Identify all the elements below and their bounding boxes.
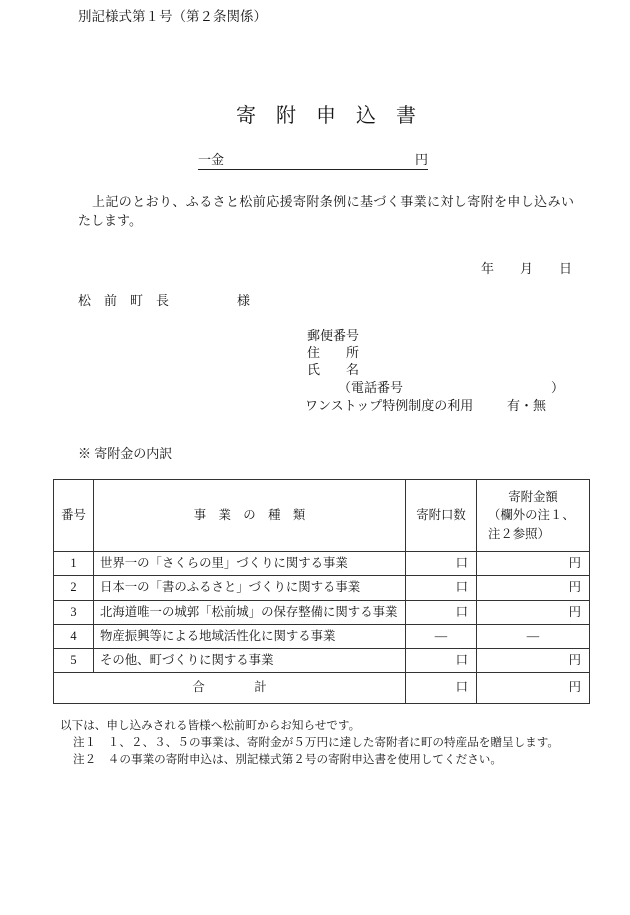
amount-prefix: 一金 [198,152,225,167]
addressee-name: 松 前 町 長 [78,293,170,308]
phone-label: （電話番号 [338,380,404,395]
table-row [54,552,590,576]
note-1: 注１ １、２、３、５の事業は、寄附金が５万円に達した寄附者に町の特産品を贈呈します。 [73,736,560,749]
document-title: 寄 附 申 込 書 [236,105,416,127]
row-amount: — [477,625,590,649]
table-header-row [54,480,590,552]
header-project: 事 業 の 種 類 [94,480,406,552]
row-number: 1 [54,552,94,576]
header-amount-title: 寄附金額 [508,489,558,504]
total-label: 合 計 [54,673,406,704]
row-amount: 円 [477,576,590,601]
row-project: 物産振興等による地域活性化に関する事業 [94,625,406,649]
addressee-honorific: 様 [237,293,251,308]
table-row [54,576,590,601]
header-units: 寄附口数 [406,480,477,552]
row-units: 口 [406,576,477,601]
form-number: 別記様式第１号（第２条関係） [78,9,267,24]
notes-intro: 以下は、申し込みされる皆様へ松前町からお知らせです。 [60,719,361,732]
table-total-row [54,673,590,704]
row-number: 4 [54,625,94,649]
header-amount [477,480,590,552]
note-2: 注２ ４の事業の寄附申込は、別記様式第２号の寄附申込書を使用してください。 [73,753,502,766]
one-stop-label: ワンストップ特例制度の利用 [305,398,474,413]
total-units: 口 [406,673,477,704]
table-row [54,625,590,649]
table-row [54,601,590,625]
date-line: 年 月 日 [480,261,572,276]
row-units: 口 [406,552,477,576]
row-number: 5 [54,649,94,673]
row-project: その他、町づくりに関する事業 [94,649,406,673]
header-amount-note: （欄外の注１、注２参照） [488,508,575,541]
total-amount: 円 [477,673,590,704]
row-units: 口 [406,601,477,625]
row-number: 3 [54,601,94,625]
table-row [54,649,590,673]
row-number: 2 [54,576,94,601]
row-units: 口 [406,649,477,673]
amount-line [198,152,428,170]
phone-line [338,380,564,396]
breakdown-table [53,479,590,704]
row-project: 日本一の「書のふるさと」づくりに関する事業 [94,576,406,601]
breakdown-heading: ※ 寄附金の内訳 [78,446,173,461]
row-project: 北海道唯一の城郭「松前城」の保存整備に関する事業 [94,601,406,625]
row-amount: 円 [477,601,590,625]
amount-suffix: 円 [414,152,428,167]
header-number: 番号 [54,480,94,552]
row-project: 世界一の「さくらの里」づくりに関する事業 [94,552,406,576]
name-label: 氏 名 [307,362,360,377]
row-amount: 円 [477,649,590,673]
row-units: — [406,625,477,649]
one-stop-options: 有・無 [507,398,547,413]
phone-close-paren: ） [550,380,564,395]
address-label: 住 所 [307,345,360,360]
row-amount: 円 [477,552,590,576]
postal-code-label: 郵便番号 [307,328,360,343]
statement-line-2: たします。 [78,213,142,228]
statement-line-1: 上記のとおり、ふるさと松前応援寄附条例に基づく事業に対し寄附を申し込みい [92,194,574,209]
